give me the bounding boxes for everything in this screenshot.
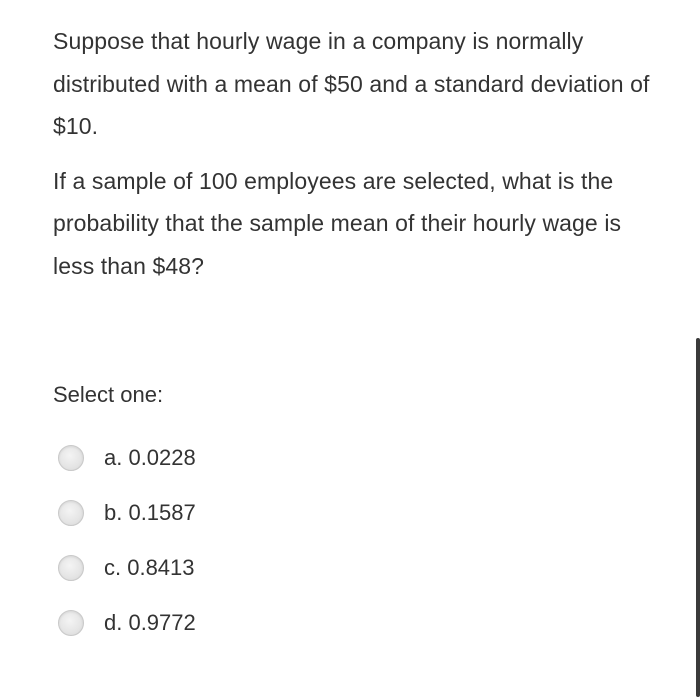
- option-a[interactable]: [58, 430, 458, 485]
- answer-options: [58, 430, 458, 650]
- option-b-label[interactable]: b. 0.1587: [104, 499, 196, 525]
- question-text: [53, 20, 663, 287]
- question-paragraph-2: If a sample of 100 employees are selected, what is the probability that the sample mean of their hourly wage is less than $48?: [53, 167, 622, 279]
- radio-button-icon[interactable]: [58, 500, 84, 526]
- option-a-label[interactable]: a. 0.0228: [104, 444, 196, 470]
- option-d-label[interactable]: d. 0.9772: [104, 609, 196, 635]
- radio-button-icon[interactable]: [58, 555, 84, 581]
- scrollbar[interactable]: [696, 338, 700, 697]
- select-one-prompt: Select one:: [53, 382, 164, 407]
- option-c-label[interactable]: c. 0.8413: [104, 554, 195, 580]
- radio-button-icon[interactable]: [58, 445, 84, 471]
- question-paragraph-1: Suppose that hourly wage in a company is normally distributed with a mean of $50 and a standard deviation of $10.: [53, 28, 650, 139]
- radio-button-icon[interactable]: [58, 610, 84, 636]
- option-b[interactable]: [58, 485, 458, 540]
- option-d[interactable]: [58, 595, 458, 650]
- option-c[interactable]: [58, 540, 458, 595]
